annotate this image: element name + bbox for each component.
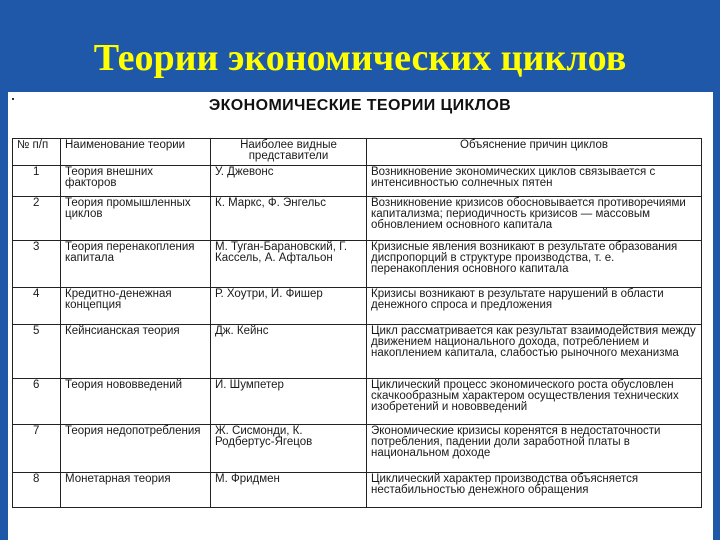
- table-row: [13, 241, 702, 288]
- row-number: 5: [13, 325, 61, 379]
- row-number: 6: [13, 379, 61, 425]
- table-row: [13, 473, 702, 508]
- theory-explanation: Кризисы возникают в результате нарушений в области денежного спроса и предложения: [367, 288, 702, 325]
- header-theory-name: Наименование теории: [61, 139, 211, 166]
- header-explanation: Объяснение причин циклов: [367, 139, 702, 166]
- theory-explanation: Возникновение экономических циклов связывается с интенсивностью солнечных пятен: [367, 166, 702, 197]
- table-row: [13, 197, 702, 241]
- row-number: 7: [13, 425, 61, 473]
- theory-name: Кейнсианская теория: [61, 325, 211, 379]
- theory-representatives: У. Джевонс: [211, 166, 367, 197]
- row-number: 8: [13, 473, 61, 508]
- theory-explanation: Возникновение кризисов обосновывается противоречиями капитализма; периодичность кризисов — массовым обновлением основного капитала: [367, 197, 702, 241]
- theory-representatives: М. Фридмен: [211, 473, 367, 508]
- right-frame-bar: [713, 92, 720, 540]
- table-header-row: [13, 139, 702, 166]
- left-frame-bar: [0, 92, 8, 540]
- table-row: [13, 288, 702, 325]
- row-number: 4: [13, 288, 61, 325]
- theory-name: Теория промышленных циклов: [61, 197, 211, 241]
- theory-name: Теория внешних факторов: [61, 166, 211, 197]
- table-row: [13, 379, 702, 425]
- table-row: [13, 325, 702, 379]
- theory-name: Кредитно-денежная концепция: [61, 288, 211, 325]
- table-title: ЭКОНОМИЧЕСКИЕ ТЕОРИИ ЦИКЛОВ: [208, 97, 512, 114]
- theory-representatives: К. Маркс, Ф. Энгельс: [211, 197, 367, 241]
- theory-name: Теория недопотребления: [61, 425, 211, 473]
- theory-explanation: Циклический характер производства объясняется нестабильностью денежного обращения: [367, 473, 702, 508]
- theory-name: Теория перенакопления капитала: [61, 241, 211, 288]
- theory-explanation: Цикл рассматривается как результат взаимодействия между движением национального дохода, потреблением и накоплением капитала, слабостью рыночного механизма: [367, 325, 702, 379]
- theory-explanation: Экономические кризисы коренятся в недостаточности потребления, падении доли заработной платы в национальном доходе: [367, 425, 702, 473]
- row-number: 1: [13, 166, 61, 197]
- row-number: 2: [13, 197, 61, 241]
- theory-representatives: М. Туган-Барановский, Г. Кассель, А. Афтальон: [211, 241, 367, 288]
- table-row: [13, 166, 702, 197]
- theories-table: [12, 138, 702, 508]
- header-representatives: Наиболее видные представители: [211, 139, 367, 166]
- theory-representatives: Й. Шумпетер: [211, 379, 367, 425]
- theory-name: Теория нововведений: [61, 379, 211, 425]
- theory-explanation: Кризисные явления возникают в результате образования диспропорций в структуре производства, т. е. перенакопления основного капитала: [367, 241, 702, 288]
- theory-representatives: Дж. Кейнс: [211, 325, 367, 379]
- header-number: № п/п: [13, 139, 61, 166]
- theory-explanation: Циклический процесс экономического роста обусловлен скачкообразным характером осуществления технических изобретений и нововведений: [367, 379, 702, 425]
- theory-representatives: Р. Хоутри, И. Фишер: [211, 288, 367, 325]
- slide-title: Теории экономических циклов: [93, 37, 627, 79]
- theory-representatives: Ж. Сисмонди, К. Родбертус-Ягецов: [211, 425, 367, 473]
- theory-name: Монетарная теория: [61, 473, 211, 508]
- row-number: 3: [13, 241, 61, 288]
- table-row: [13, 425, 702, 473]
